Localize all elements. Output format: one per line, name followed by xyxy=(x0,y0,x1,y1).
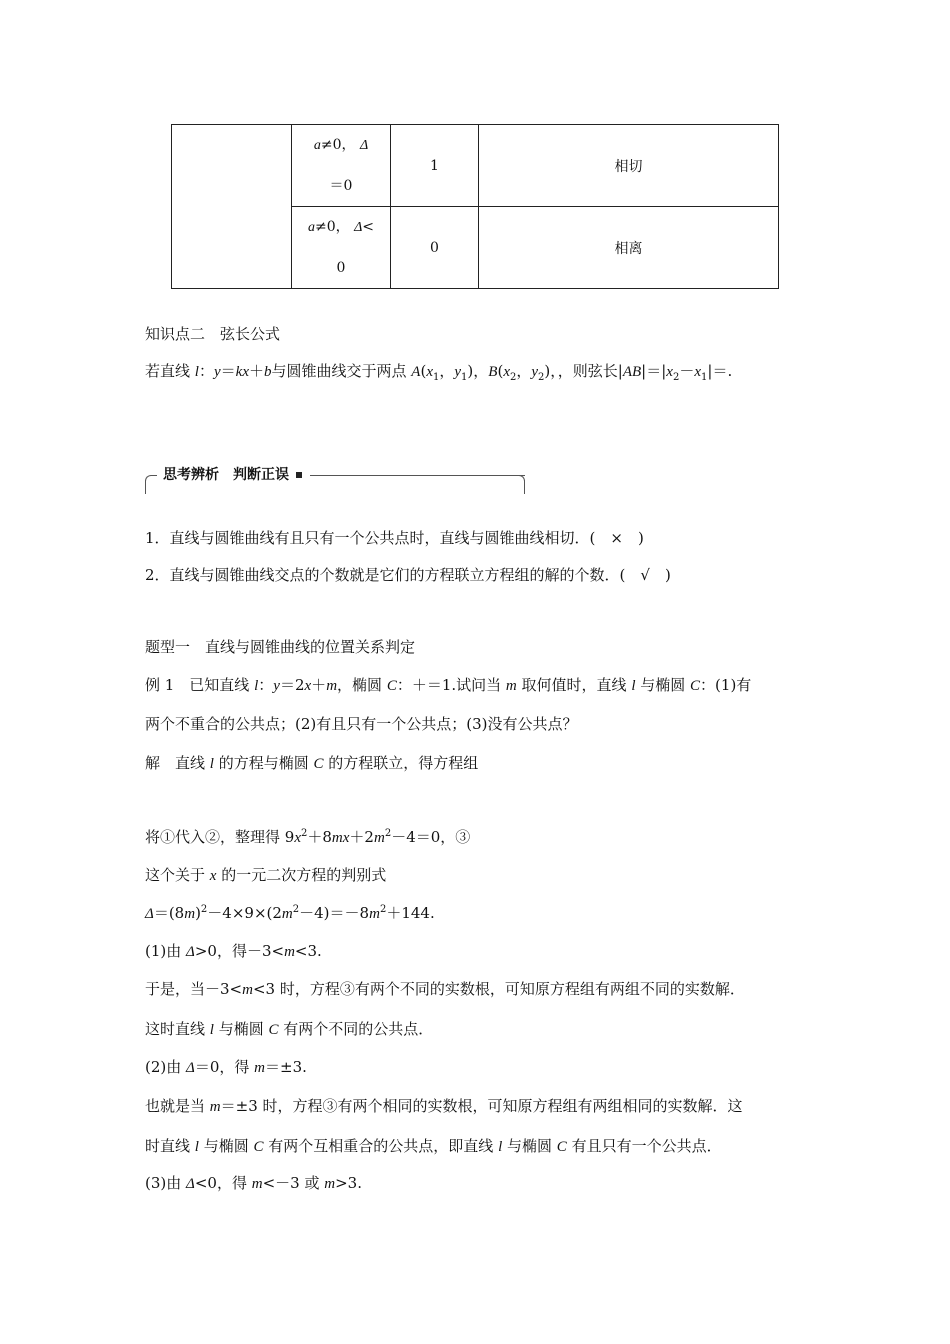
text: 这时直线 xyxy=(145,1020,210,1038)
text: 这个关于 xyxy=(145,866,210,884)
section-heading: 题型一 直线与圆锥曲线的位置关系判定 xyxy=(145,638,416,656)
text: ＝ xyxy=(220,362,236,380)
cond-tail: < xyxy=(362,219,375,235)
sup: 2 xyxy=(384,828,392,839)
banner-title xyxy=(157,466,310,484)
section-banner xyxy=(143,466,525,494)
var-m: m xyxy=(373,830,385,846)
text: 有两个互相重合的公共点，即直线 xyxy=(263,1137,499,1155)
var-kx: kx xyxy=(235,364,249,380)
text: <3. xyxy=(294,942,322,960)
text: 与椭圆 xyxy=(502,1137,557,1155)
text: ， xyxy=(516,362,532,380)
text: <－3 或 xyxy=(262,1174,325,1192)
text: (2)由 xyxy=(145,1058,187,1076)
text: ：(1)有 xyxy=(700,676,752,694)
text: 取何值时，直线 xyxy=(516,676,632,694)
example-line-2: 两个不重合的公共点；(2)有且只有一个公共点；(3)没有公共点？ xyxy=(145,715,578,733)
judgement-item: 1．直线与圆锥曲线有且只有一个公共点时，直线与圆锥曲线相切．( × ) xyxy=(145,529,644,547)
var-C: C xyxy=(313,756,324,772)
var-y1: y xyxy=(454,364,462,380)
text: |＝. xyxy=(707,362,733,380)
solution-line xyxy=(145,752,478,773)
cond-text-2: 0 xyxy=(336,260,346,276)
solution-line xyxy=(145,1018,433,1039)
cond-text-2: ＝0 xyxy=(329,178,353,194)
var-delta: Δ xyxy=(145,906,154,922)
var-l: l xyxy=(194,364,199,380)
var-x2: x xyxy=(666,364,673,380)
text: 解 直线 xyxy=(145,754,210,772)
text: 与椭圆 xyxy=(198,1137,254,1155)
text: 也就是当 xyxy=(145,1097,210,1115)
solution-line xyxy=(145,940,322,961)
text: ： xyxy=(198,362,214,380)
table-cell-condition xyxy=(292,125,391,207)
text: )， xyxy=(467,362,489,380)
table-cell-relation: 相切 xyxy=(479,125,779,207)
section-heading: 知识点二 弦长公式 xyxy=(145,325,281,343)
var-C: C xyxy=(690,678,701,694)
sub: 2 xyxy=(538,372,545,383)
var-C: C xyxy=(386,678,397,694)
var-l: l xyxy=(498,1139,503,1155)
sup: 2 xyxy=(300,828,308,839)
text: 若直线 xyxy=(145,362,195,380)
text: 将①代入②，整理得 9 xyxy=(145,828,295,846)
var-x2: x xyxy=(503,364,510,380)
sup: 2 xyxy=(200,904,208,915)
table-row xyxy=(172,125,779,207)
var-l: l xyxy=(631,678,636,694)
solution-line xyxy=(145,1172,362,1193)
var-m: m xyxy=(331,830,343,846)
var-delta: Δ xyxy=(354,220,363,235)
text: ，椭圆 xyxy=(337,676,387,694)
var-m: m xyxy=(326,678,338,694)
sup: 2 xyxy=(292,904,300,915)
text: ＋2 xyxy=(349,828,374,846)
text: 的方程与椭圆 xyxy=(213,754,314,772)
text: <3 时，方程③有两个不同的实数根，可知原方程组有两组不同的实数解． xyxy=(252,980,745,998)
banner-title-text: 思考辨析 判断正误 xyxy=(163,467,289,483)
var-delta: Δ xyxy=(186,944,195,960)
sub: 1 xyxy=(432,372,440,383)
table-merged-cell xyxy=(172,125,292,289)
text: 有且只有一个公共点． xyxy=(566,1137,722,1155)
text: －4＝0，③ xyxy=(391,828,471,846)
judgement-item: 2．直线与圆锥曲线交点的个数就是它们的方程联立方程组的解的个数．( √ ) xyxy=(145,566,671,584)
solution-line xyxy=(145,1056,307,1077)
text: 的一元二次方程的判别式 xyxy=(216,866,387,884)
var-a: a xyxy=(313,138,321,153)
var-y: y xyxy=(273,678,280,694)
sub: 1 xyxy=(701,372,708,383)
text: ， xyxy=(439,362,455,380)
text: ，则弦长| xyxy=(557,362,623,380)
solution-line xyxy=(145,826,470,847)
table-cell-condition xyxy=(292,207,391,289)
var-y2: y xyxy=(531,364,539,380)
text: 于是，当－3< xyxy=(145,980,243,998)
table-cell-count: 1 xyxy=(391,125,479,207)
text: <0，得 xyxy=(194,1174,252,1192)
text: ( xyxy=(497,362,504,380)
text: ) xyxy=(195,904,201,922)
text: ＋8 xyxy=(307,828,332,846)
var-delta: Δ xyxy=(359,138,369,153)
var-m: m xyxy=(505,678,517,694)
text: ( xyxy=(420,362,427,380)
banner-corner-left xyxy=(145,475,154,494)
text: ＋144. xyxy=(386,904,435,922)
text: 例 1 已知直线 xyxy=(145,676,255,694)
table-cell-relation: 相离 xyxy=(479,207,779,289)
var-x: x xyxy=(294,830,301,846)
text: >3. xyxy=(335,1174,362,1192)
var-m: m xyxy=(324,1176,336,1192)
text: ＝2 xyxy=(279,676,305,694)
var-C: C xyxy=(253,1139,264,1155)
cond-text: ≠0， xyxy=(314,219,350,235)
var-x: x xyxy=(342,830,350,846)
var-C: C xyxy=(268,1022,279,1038)
text: (3)由 xyxy=(145,1174,187,1192)
text: 与椭圆 xyxy=(635,676,691,694)
var-y: y xyxy=(213,364,221,380)
var-a: a xyxy=(307,220,315,235)
text: 与椭圆 xyxy=(213,1020,269,1038)
var-m: m xyxy=(281,906,293,922)
text: ＝(8 xyxy=(153,904,185,922)
text: 有两个不同的公共点． xyxy=(278,1020,434,1038)
var-x: x xyxy=(209,868,217,884)
cond-text: ≠0， xyxy=(320,137,356,153)
text: >0，得－3< xyxy=(194,942,285,960)
text: ＝0，得 xyxy=(194,1058,255,1076)
var-AB: AB xyxy=(622,364,642,380)
relation-table xyxy=(171,124,779,289)
text: ： xyxy=(258,676,274,694)
var-l: l xyxy=(254,678,259,694)
solution-line xyxy=(145,902,435,923)
text: ＝±3. xyxy=(265,1058,307,1076)
text: － xyxy=(679,362,695,380)
sub: 2 xyxy=(509,372,517,383)
var-C: C xyxy=(556,1139,567,1155)
text: －4×9×(2 xyxy=(207,904,282,922)
var-x: x xyxy=(304,678,312,694)
var-x1: x xyxy=(426,364,433,380)
var-delta: Δ xyxy=(186,1176,195,1192)
var-m: m xyxy=(284,944,295,960)
example-line-1 xyxy=(145,674,751,695)
var-b: b xyxy=(264,364,272,380)
var-m: m xyxy=(209,1099,221,1115)
var-l: l xyxy=(194,1139,199,1155)
var-B: B xyxy=(488,364,498,380)
solution-line xyxy=(145,864,386,885)
solution-line xyxy=(145,978,745,999)
square-icon xyxy=(296,472,302,478)
var-m: m xyxy=(369,906,380,922)
var-x1: x xyxy=(694,364,702,380)
solution-line xyxy=(145,1095,743,1116)
var-l: l xyxy=(209,1022,214,1038)
text: ：＋＝1.试问当 xyxy=(396,676,506,694)
table-cell-count: 0 xyxy=(391,207,479,289)
text: －4)＝－8 xyxy=(299,904,370,922)
text: 的方程联立，得方程组 xyxy=(323,754,479,772)
text: 与圆锥曲线交于两点 xyxy=(271,362,412,380)
var-m: m xyxy=(184,906,196,922)
var-delta: Δ xyxy=(186,1060,195,1076)
sub: 1 xyxy=(461,372,468,383)
text: ＋ xyxy=(248,362,264,380)
text: )， xyxy=(544,362,558,380)
var-m: m xyxy=(254,1060,265,1076)
var-l: l xyxy=(209,756,214,772)
text: ＝±3 时，方程③有两个相同的实数根，可知原方程组有两组相同的实数解．这 xyxy=(220,1097,743,1115)
text: ＋ xyxy=(311,676,327,694)
chord-formula-line xyxy=(145,360,732,383)
solution-line xyxy=(145,1135,722,1156)
text: |＝| xyxy=(641,362,667,380)
text: 时直线 xyxy=(145,1137,195,1155)
var-m: m xyxy=(251,1176,263,1192)
banner-corner-right xyxy=(516,475,525,494)
sub: 2 xyxy=(672,372,680,383)
sup: 2 xyxy=(379,904,387,915)
text: (1)由 xyxy=(145,942,187,960)
var-A: A xyxy=(411,364,421,380)
var-m: m xyxy=(242,982,253,998)
